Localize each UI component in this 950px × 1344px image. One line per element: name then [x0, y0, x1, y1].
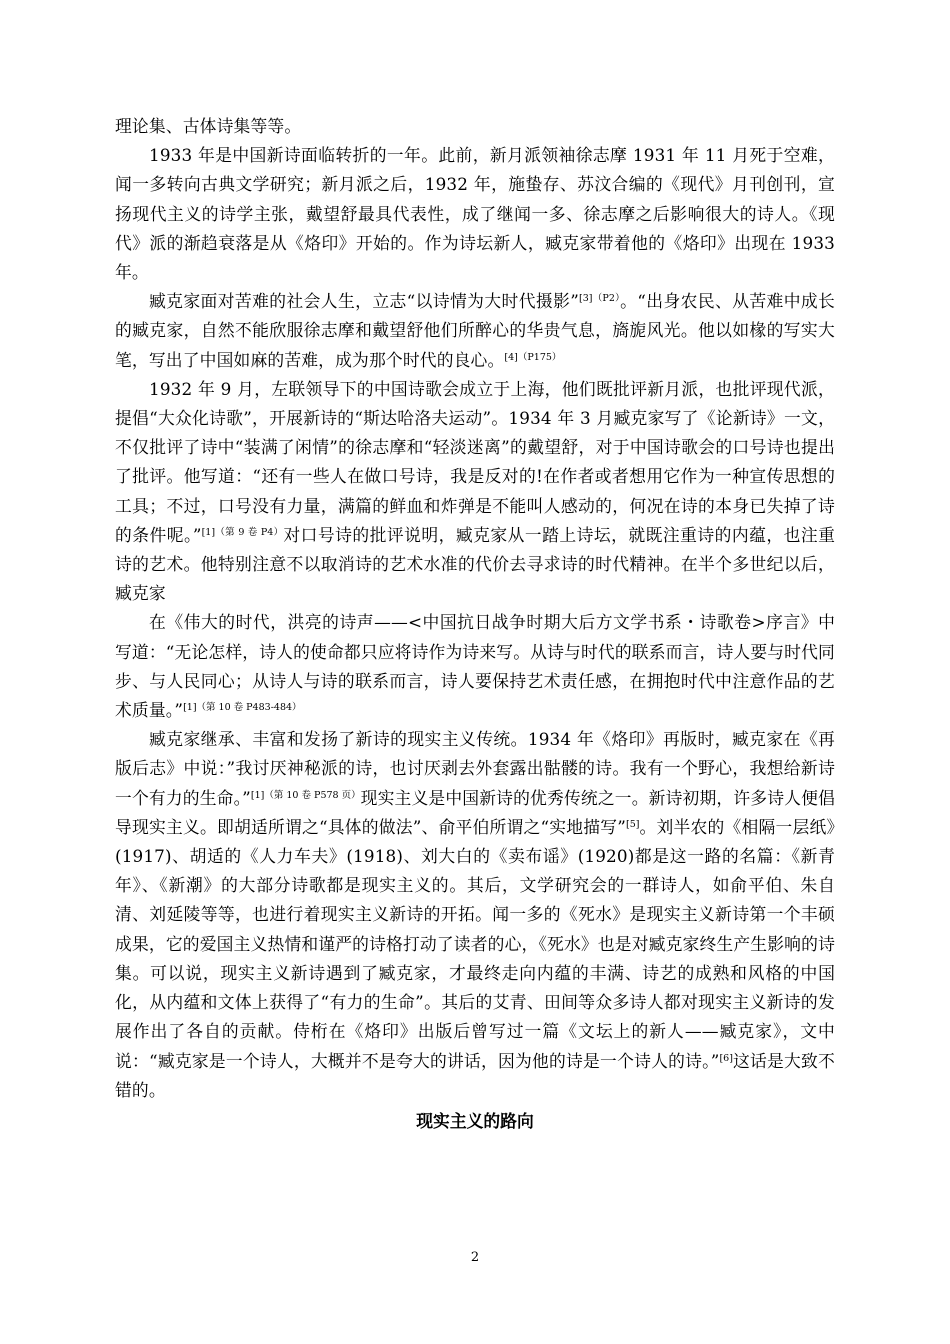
citation-ref: [6]	[719, 1052, 733, 1064]
paragraph-text: 臧克家面对苦难的社会人生，立志“以诗情为大时代摄影”	[149, 291, 579, 312]
citation-ref: [5]	[625, 818, 640, 830]
paragraph-text: 对口号诗的批评说明，臧克家从一踏上诗坛，就既注重诗的内蕴，也注重诗的艺术。他特别注意不以取消诗的艺术水准的代价去寻求诗的时代精神。在半个多世纪以后，臧克家	[115, 524, 835, 604]
citation-ref: [4]（P175）	[504, 351, 562, 363]
citation-ref: [3]（P2）	[578, 293, 621, 305]
paragraph-text: 臧克家继承、丰富和发扬了新诗的现实主义传统。1934 年《烙印》再版时，臧克家在《再版后志》中说：”我讨厌神秘派的诗，也讨厌剥去外套露出骷髅的诗。我有一个野心，我想给新诗一个有力的生命。”	[115, 729, 835, 808]
page-number: 2	[470, 1250, 480, 1265]
paragraph-text: 。刘半农的《相隔一层纸》(1917)、胡适的《人力车夫》(1918)、刘大白的《卖布谣》(1920)都是这一路的名篇：《新青年》、《新潮》的大部分诗歌都是现实主义的。其后，文学研究会的一群诗人，如俞平伯、朱自清、刘延陵等等，也进行着现实主义新诗的开拓。闻一多的《死水》是现实主义新诗第一个丰硕成果，它的爱国主义热情和谨严的诗格打动了读者的心，《死水》也是对臧克家终生产生影响的诗集。可以说，现实主义新诗遇到了臧克家，才最终走向内蕴的丰满、诗艺的成熟和风格的中国化，从内蕴和文体上获得了“有力的生命”。其后的艾青、田间等众多诗人都对现实主义新诗的发展作出了各自的贡献。侍桁在《烙印》出版后曾写过一篇《文坛上的新人——臧克家》，文中说：“臧克家是一个诗人，大概并不是夸大的讲话，因为他的诗是一个诗人的诗。”	[115, 816, 836, 1071]
paragraph-text: 这话是大致不错的。	[115, 1050, 835, 1100]
paragraph-text: 1932 年 9 月，左联领导下的中国诗歌会成立于上海，他们既批评新月派，也批评现代派，提倡“大众化诗歌”，开展新诗的“斯达哈洛夫运动”。1934 年 3 月臧克家写了《论新诗》一文，不仅批评了诗中“装满了闲情”的徐志摩和“轻淡迷离”的戴望舒，对于中国诗歌会的口号诗也提出了批评。他写道：“还有一些人在做口号诗，我是反对的!在作者或者想用它作为一种宣传思想的工具；不过，口号没有力量，满篇的鲜血和炸弹是不能叫人感动的，何况在诗的本身已失掉了诗的条件呢。”	[115, 378, 835, 545]
paragraph	[115, 608, 835, 725]
citation-ref: [1]（第 10 卷 P483-484）	[183, 702, 302, 714]
paragraph	[115, 141, 835, 287]
paragraph-text: 理论集、古体诗集等等。	[115, 116, 302, 136]
paragraph-text: 。“出身农民、从苦难中成长的臧克家，自然不能欣服徐志摩和戴望舒他们所醉心的华贵气息，旖旎风光。他以如椽的写实大笔，写出了中国如麻的苦难，成为那个时代的良心。	[115, 291, 835, 370]
citation-ref: [1]（第 10 卷 P578 页）	[250, 789, 361, 801]
paragraph-text: 在《伟大的时代，洪亮的诗声——<中国抗日战争时期大后方文学书系・诗歌卷>序言》中写道：“无论怎样，诗人的使命都只应将诗作为诗来写。从诗与时代的联系而言，诗人要与时代同步、与人民同心；从诗人与诗的联系而言，诗人要保持艺术责任感，在拥抱时代中注意作品的艺术质量。”	[115, 612, 835, 721]
section-heading: 现实主义的路向	[416, 1110, 534, 1131]
citation-ref: [1]（第 9 卷 P4）	[201, 526, 284, 538]
paragraph	[115, 725, 835, 1105]
paragraph-list	[115, 112, 835, 1105]
body-text	[115, 112, 835, 1136]
paragraph-text: 1933 年是中国新诗面临转折的一年。此前，新月派领袖徐志摩 1931 年 11 月死于空难，闻一多转向古典文学研究；新月派之后，1932 年，施蛰存、苏汶合编的《现代》月刊创刊，宣扬现代主义的诗学主张，戴望舒最具代表性，成了继闻一多、徐志摩之后影响很大的诗人。《现代》派的渐趋衰落是从《烙印》开始的。作为诗坛新人，臧克家带着他的《烙印》出现在 1933 年。	[115, 145, 835, 283]
paragraph	[115, 375, 835, 609]
paragraph-text: 现实主义是中国新诗的优秀传统之一。新诗初期，许多诗人便倡导现实主义。即胡适所谓之“具体的做法”、俞平伯所谓之“实地描写”	[115, 787, 835, 837]
paragraph	[115, 112, 835, 141]
paragraph	[115, 287, 835, 375]
